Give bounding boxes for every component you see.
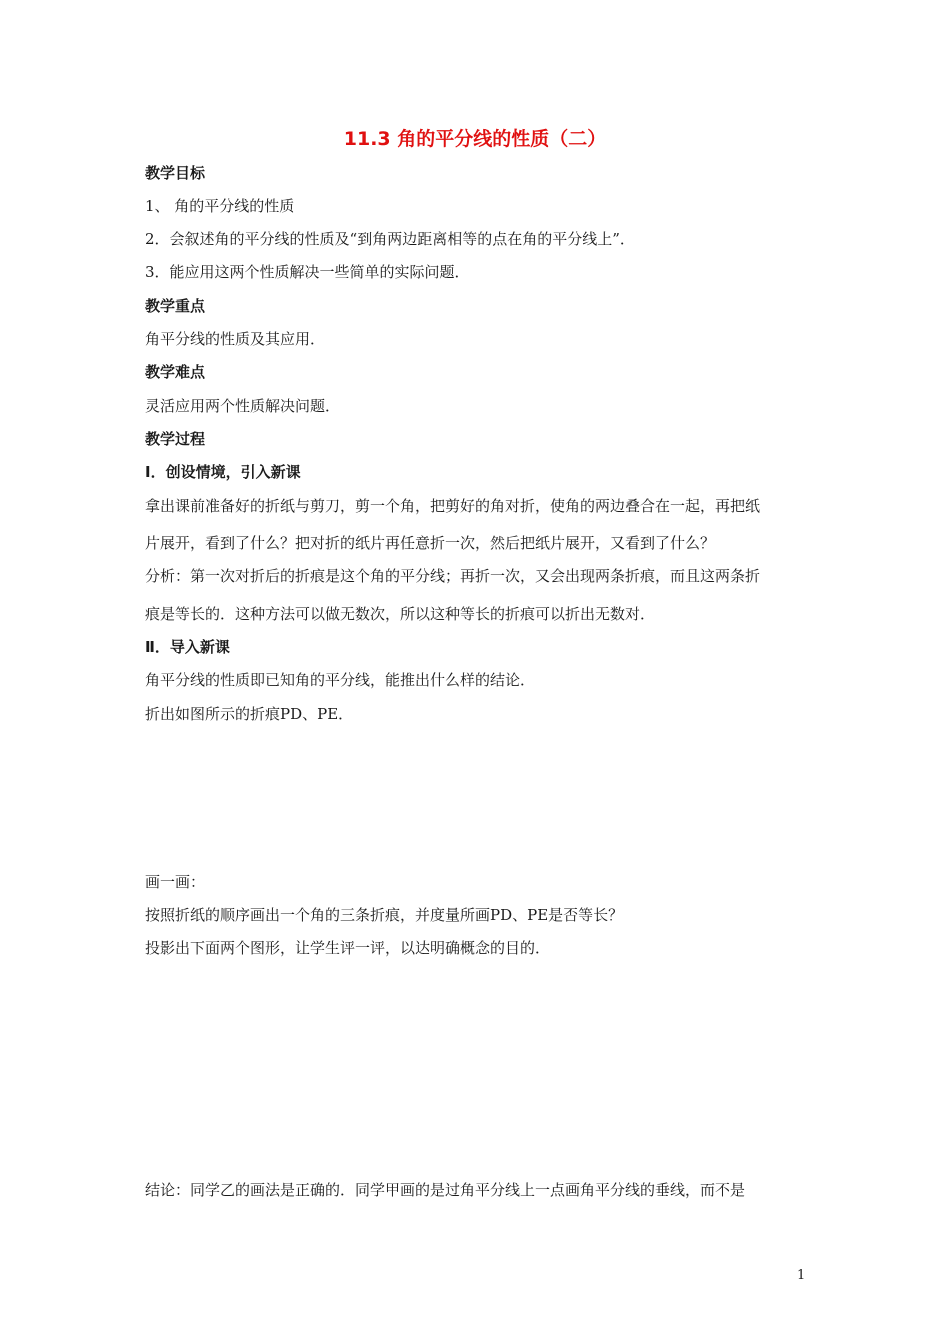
page-title: 11.3 角的平分线的性质（二）	[343, 128, 607, 150]
part1-paragraph-1-line-1: 拿出课前准备好的折纸与剪刀，剪一个角，把剪好的角对折，使角的两边叠合在一起，再把纸	[145, 497, 761, 515]
difficulty-heading: 教学难点	[145, 363, 206, 381]
conclusion-text: 结论：同学乙的画法是正确的．同学甲画的是过角平分线上一点画角平分线的垂线，而不是	[145, 1181, 746, 1199]
part1-paragraph-2-line-1: 分析：第一次对折后的折痕是这个角的平分线；再折一次，又会出现两条折痕，而且这两条折	[145, 567, 761, 585]
difficulty-text: 灵活应用两个性质解决问题．	[145, 397, 341, 415]
process-heading: 教学过程	[145, 430, 206, 448]
draw-paragraph-2: 投影出下面两个图形，让学生评一评，以达明确概念的目的．	[145, 939, 551, 957]
key-heading: 教学重点	[145, 297, 206, 315]
part1-paragraph-1-line-2: 片展开，看到了什么？把对折的纸片再任意折一次，然后把纸片展开，又看到了什么？	[145, 534, 716, 552]
objective-3: 3．能应用这两个性质解决一些简单的实际问题．	[145, 263, 470, 281]
part1-heading: Ⅰ．创设情境，引入新课	[145, 463, 301, 481]
objective-1: 1、 角的平分线的性质	[145, 197, 295, 215]
part2-heading: Ⅱ．导入新课	[145, 638, 230, 656]
part1-paragraph-2-line-2: 痕是等长的．这种方法可以做无数次，所以这种等长的折痕可以折出无数对．	[145, 605, 656, 623]
draw-paragraph-1: 按照折纸的顺序画出一个角的三条折痕，并度量所画PD、PE是否等长？	[145, 906, 624, 924]
draw-label: 画一画：	[145, 873, 206, 891]
part2-paragraph-2: 折出如图所示的折痕PD、PE．	[145, 705, 354, 723]
objectives-heading: 教学目标	[145, 164, 206, 182]
page-number: 1	[797, 1268, 806, 1283]
part2-paragraph-1: 角平分线的性质即已知角的平分线，能推出什么样的结论．	[145, 671, 536, 689]
key-text: 角平分线的性质及其应用．	[145, 330, 326, 348]
objective-2: 2．会叙述角的平分线的性质及“到角两边距离相等的点在角的平分线上”．	[145, 230, 635, 248]
